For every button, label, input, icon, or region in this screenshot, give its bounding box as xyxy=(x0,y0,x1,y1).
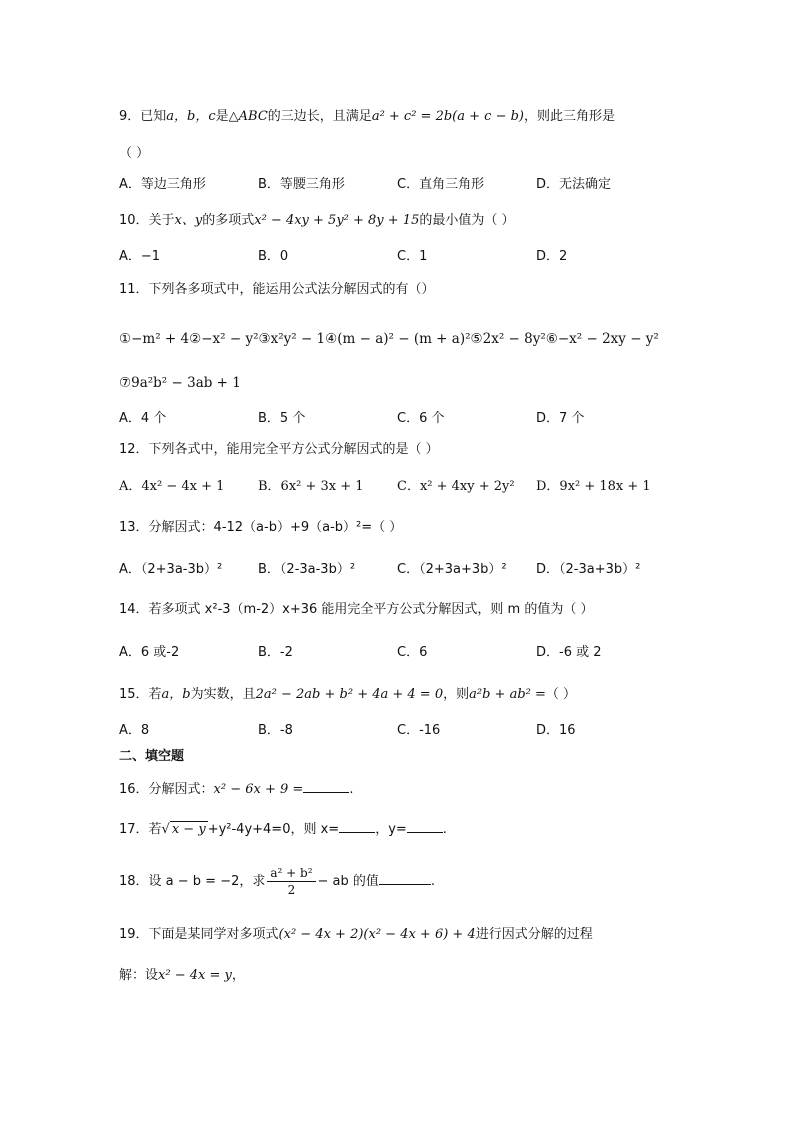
q18-answer-blank[interactable] xyxy=(379,872,431,885)
q14-option-a: A．6 或-2 xyxy=(119,645,180,660)
q19-prefix: 19．下面是某同学对多项式 xyxy=(119,927,279,942)
question-9-paren: （ ） xyxy=(119,146,150,161)
q9-option-c: C．直角三角形 xyxy=(397,177,485,192)
q9-mid: 是 xyxy=(215,109,229,124)
question-12-stem: 12．下列各式中，能用完全平方公式分解因式的是（ ） xyxy=(119,442,439,457)
q11-option-c: C．6 个 xyxy=(397,411,445,426)
section-heading-fill-in: 二、填空题 xyxy=(119,749,185,764)
q15-mid: 为实数，且 xyxy=(190,687,256,702)
question-18 xyxy=(119,862,435,902)
q10-vars: x、y xyxy=(174,213,203,228)
q9-vars: a，b，c xyxy=(166,109,216,124)
q15-option-c: C．-16 xyxy=(397,723,441,738)
q15-prefix: 15．若 xyxy=(119,687,162,702)
q19-formula: (x² − 4x + 2)(x² − 4x + 6) + 4 xyxy=(278,927,476,942)
q18-prefix: 18．设 a − b = −2，求 xyxy=(119,874,266,889)
q17-sqrt: √ x − y xyxy=(161,822,206,837)
q15-option-d: D．16 xyxy=(536,723,576,738)
q15-formula: 2a² − 2ab + b² + 4a + 4 = 0 xyxy=(255,687,444,702)
question-19 xyxy=(119,926,593,944)
q14-option-d: D．-6 或 2 xyxy=(536,645,602,660)
q15-formula2: a²b + ab² = xyxy=(469,687,546,702)
q9-prefix: 9．已知 xyxy=(119,109,167,124)
q18-fraction xyxy=(267,865,315,898)
q10-mid: 的多项式 xyxy=(202,213,255,228)
q16-suffix: . xyxy=(349,782,354,797)
q16-formula: x² − 6x + 9 = xyxy=(213,782,304,797)
q13-option-c: C．（2+3a+3b）² xyxy=(397,562,507,577)
q10-option-d: D．2 xyxy=(536,249,568,264)
question-16 xyxy=(119,780,353,799)
q17-y-blank[interactable] xyxy=(407,820,443,833)
q13-option-a: A．（2+3a-3b）² xyxy=(119,562,223,577)
question-10-stem xyxy=(119,212,515,230)
q18-suffix: . xyxy=(430,874,436,889)
solution-line xyxy=(119,967,245,985)
q15-option-a: A．8 xyxy=(119,723,150,738)
q15-option-b: B．-8 xyxy=(258,723,293,738)
q17-x-blank[interactable] xyxy=(339,820,375,833)
q9-formula: a² + c² = 2b(a + c − b) xyxy=(371,109,524,124)
q9-mid2: 的三边长，且满足 xyxy=(267,109,372,124)
q12-option-a: A．4x² − 4x + 1 xyxy=(119,479,225,494)
solution-formula: x² − 4x = y xyxy=(158,968,232,983)
q10-prefix: 10．关于 xyxy=(119,213,175,228)
q12-option-c: C．x² + 4xy + 2y² xyxy=(397,479,515,494)
q18-denominator: 2 xyxy=(287,883,296,897)
question-14-stem: 14．若多项式 x²-3（m-2）x+36 能用完全平方公式分解因式，则 m 的值为（ ） xyxy=(119,602,594,617)
q9-suffix: ，则此三角形是 xyxy=(524,109,616,124)
solution-prefix: 解：设 xyxy=(119,968,159,983)
q9-option-a: A．等边三角形 xyxy=(119,177,206,192)
q18-numerator: a² + b² xyxy=(267,865,315,882)
q11-option-b: B．5 个 xyxy=(258,411,306,426)
q10-option-c: C．1 xyxy=(397,249,428,264)
q9-option-b: B．等腰三角形 xyxy=(258,177,345,192)
q10-formula: x² − 4xy + 5y² + 8y + 15 xyxy=(254,213,420,228)
q9-option-d: D．无法确定 xyxy=(536,177,612,192)
q13-option-d: D．（2-3a+3b）² xyxy=(536,562,641,577)
q13-option-b: B．（2-3a-3b）² xyxy=(258,562,356,577)
q17-prefix: 17．若 xyxy=(119,822,162,837)
q11-items-line1: ①−m² + 4②−x² − y²③x²y² − 1④(m − a)² − (m + a)²⑤2x² − 8y²⑥−x² − 2xy − y² xyxy=(119,331,659,347)
solution-suffix: ， xyxy=(231,968,245,983)
q17-mid: +y²-4y+4=0，则 x= xyxy=(207,822,340,837)
q12-option-b: B．6x² + 3x + 1 xyxy=(258,479,364,494)
q14-option-c: C．6 xyxy=(397,645,428,660)
q10-option-b: B．0 xyxy=(258,249,289,264)
q19-suffix: 进行因式分解的过程 xyxy=(475,927,593,942)
q11-items-line2: ⑦9a²b² − 3ab + 1 xyxy=(119,375,241,391)
q14-option-b: B．-2 xyxy=(258,645,293,660)
q17-suffix: . xyxy=(442,822,447,837)
q16-prefix: 16．分解因式： xyxy=(119,782,214,797)
q10-suffix: 的最小值为（ ） xyxy=(419,213,515,228)
q9-triangle: △ABC xyxy=(228,109,268,124)
q15-suffix: （ ） xyxy=(545,687,577,702)
question-17 xyxy=(119,820,447,839)
q15-mid2: ，则 xyxy=(443,687,470,702)
question-11-stem: 11．下列各多项式中，能运用公式法分解因式的有（） xyxy=(119,282,435,297)
question-15-stem xyxy=(119,686,576,704)
q11-option-d: D．7 个 xyxy=(536,411,585,426)
q10-option-a: A．−1 xyxy=(119,249,161,264)
q17-mid2: ，y= xyxy=(375,822,407,837)
q17-radicand: x − y xyxy=(171,822,206,837)
q12-option-d: D．9x² + 18x + 1 xyxy=(536,479,651,494)
question-13-stem: 13．分解因式：4-12（a-b）+9（a-b）²=（ ） xyxy=(119,520,403,535)
q18-mid: − ab 的值 xyxy=(317,874,379,889)
question-9-stem xyxy=(119,108,615,126)
q16-answer-blank[interactable] xyxy=(303,780,349,793)
q11-option-a: A．4 个 xyxy=(119,411,167,426)
q15-vars: a，b xyxy=(161,687,191,702)
